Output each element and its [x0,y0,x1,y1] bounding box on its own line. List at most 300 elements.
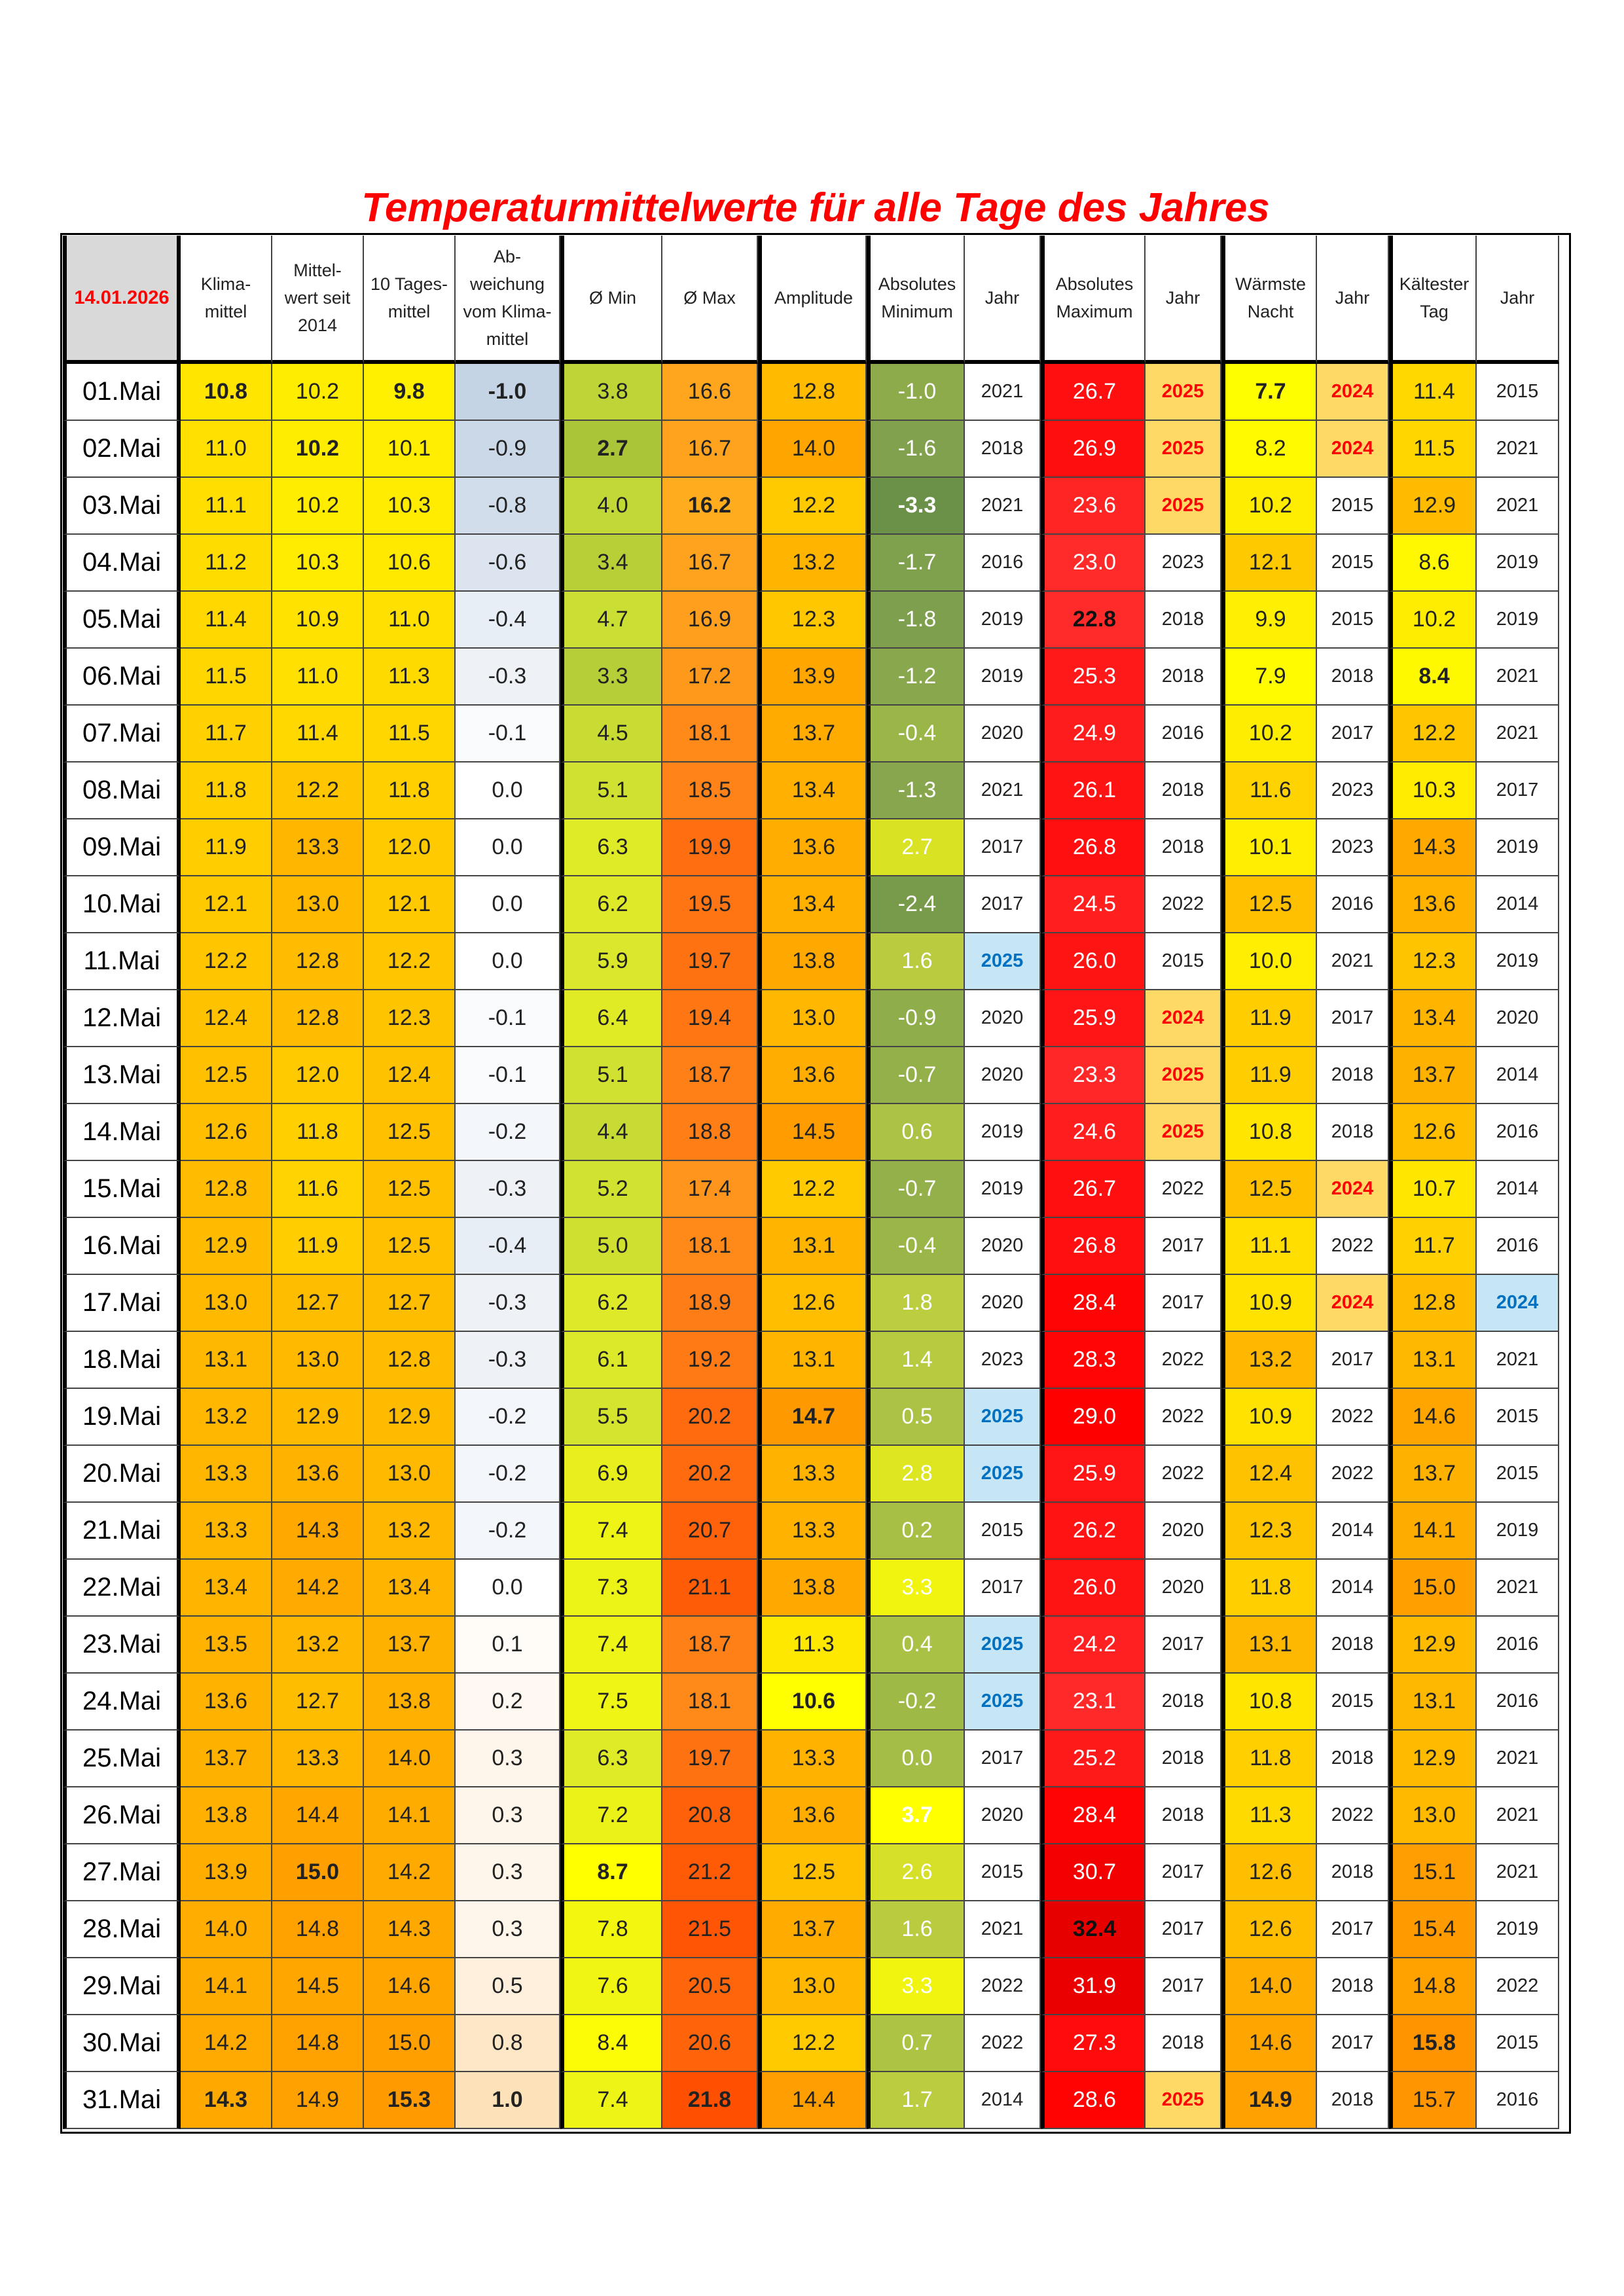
cell-absmax: 26.7 [1041,364,1146,421]
header-col-5: Ø Min [560,236,662,364]
cell-nacht-year: 2017 [1317,2015,1389,2072]
cell-absmin: 1.8 [867,1275,965,1332]
cell-absmin: -0.2 [867,1674,965,1731]
cell-mittel: 14.9 [272,2072,364,2129]
cell-mittel: 12.8 [272,990,364,1047]
cell-absmax: 23.1 [1041,1674,1146,1731]
cell-tag: 15.8 [1389,2015,1477,2072]
row-date: 01.Mai [63,364,181,421]
cell-tag-year: 2021 [1477,421,1559,478]
cell-amp: 12.2 [758,2015,867,2072]
cell-max: 18.1 [662,706,758,762]
row-date: 31.Mai [63,2072,181,2129]
cell-absmin: 3.3 [867,1958,965,2015]
cell-nacht-year: 2016 [1317,876,1389,933]
cell-nacht-year: 2018 [1317,1844,1389,1901]
cell-absmin-year: 2019 [965,649,1041,706]
cell-absmax-year: 2017 [1146,1218,1221,1275]
cell-absmax: 27.3 [1041,2015,1146,2072]
cell-tag: 10.7 [1389,1161,1477,1218]
cell-abw: -0.4 [456,1218,560,1275]
cell-absmin: 0.7 [867,2015,965,2072]
cell-nacht: 10.2 [1221,478,1317,535]
cell-klima: 11.8 [181,762,272,819]
cell-mittel: 14.4 [272,1787,364,1844]
cell-max: 18.5 [662,762,758,819]
row-date: 12.Mai [63,990,181,1047]
cell-absmax-year: 2017 [1146,1958,1221,2015]
table-row [63,990,1559,1047]
cell-mittel: 13.0 [272,876,364,933]
page-title: Temperaturmittelwerte für alle Tage des Jahres [361,185,1270,230]
cell-nacht: 11.1 [1221,1218,1317,1275]
cell-abw: -0.1 [456,706,560,762]
cell-nacht: 11.8 [1221,1731,1317,1787]
row-date: 17.Mai [63,1275,181,1332]
cell-absmax: 28.4 [1041,1275,1146,1332]
cell-nacht-year: 2024 [1317,421,1389,478]
row-date: 02.Mai [63,421,181,478]
table-row [63,1844,1559,1901]
row-date: 21.Mai [63,1503,181,1560]
cell-tag-year: 2022 [1477,1958,1559,2015]
cell-nacht: 13.1 [1221,1617,1317,1674]
cell-tag: 13.4 [1389,990,1477,1047]
table-row [63,1503,1559,1560]
cell-min: 6.2 [560,1275,662,1332]
cell-nacht: 10.9 [1221,1389,1317,1446]
cell-abw: 0.3 [456,1731,560,1787]
cell-min: 5.5 [560,1389,662,1446]
cell-absmax: 23.3 [1041,1047,1146,1104]
cell-abw: -0.1 [456,1047,560,1104]
row-date: 15.Mai [63,1161,181,1218]
cell-klima: 11.2 [181,535,272,592]
cell-abw: -0.4 [456,592,560,649]
cell-tages: 13.4 [364,1560,456,1617]
cell-absmin-year: 2015 [965,1844,1041,1901]
table-row [63,535,1559,592]
cell-klima: 13.3 [181,1446,272,1503]
cell-abw: -0.2 [456,1503,560,1560]
cell-abw: 0.8 [456,2015,560,2072]
cell-tag: 13.6 [1389,876,1477,933]
cell-absmax: 23.0 [1041,535,1146,592]
cell-tag-year: 2021 [1477,1560,1559,1617]
cell-nacht: 10.1 [1221,819,1317,876]
cell-amp: 13.1 [758,1218,867,1275]
cell-absmax-year: 2018 [1146,592,1221,649]
temperature-table [63,236,1559,2129]
cell-absmax-year: 2020 [1146,1560,1221,1617]
cell-amp: 13.3 [758,1731,867,1787]
cell-tag-year: 2019 [1477,592,1559,649]
cell-amp: 13.0 [758,990,867,1047]
cell-amp: 13.0 [758,1958,867,2015]
cell-absmin-year: 2015 [965,1503,1041,1560]
cell-abw: 0.2 [456,1674,560,1731]
cell-abw: -0.2 [456,1446,560,1503]
cell-absmax-year: 2017 [1146,1617,1221,1674]
cell-amp: 13.6 [758,1787,867,1844]
row-date: 10.Mai [63,876,181,933]
cell-absmin: -1.7 [867,535,965,592]
cell-absmin: -0.7 [867,1047,965,1104]
cell-tag: 15.4 [1389,1901,1477,1958]
cell-max: 20.2 [662,1389,758,1446]
row-date: 14.Mai [63,1104,181,1161]
cell-nacht-year: 2015 [1317,1674,1389,1731]
cell-tages: 14.1 [364,1787,456,1844]
cell-tag-year: 2021 [1477,706,1559,762]
cell-max: 20.7 [662,1503,758,1560]
table-row [63,1560,1559,1617]
cell-min: 3.4 [560,535,662,592]
cell-amp: 14.7 [758,1389,867,1446]
cell-absmax: 32.4 [1041,1901,1146,1958]
cell-max: 19.4 [662,990,758,1047]
table-row [63,421,1559,478]
cell-absmax-year: 2022 [1146,1332,1221,1389]
cell-klima: 12.1 [181,876,272,933]
cell-absmin-year: 2025 [965,933,1041,990]
cell-max: 18.7 [662,1047,758,1104]
cell-absmax-year: 2017 [1146,1901,1221,1958]
row-date: 11.Mai [63,933,181,990]
cell-mittel: 12.2 [272,762,364,819]
table-row [63,2072,1559,2129]
cell-absmax-year: 2018 [1146,1731,1221,1787]
cell-absmin-year: 2021 [965,1901,1041,1958]
cell-tages: 9.8 [364,364,456,421]
cell-max: 20.8 [662,1787,758,1844]
cell-abw: -0.6 [456,535,560,592]
cell-nacht: 14.9 [1221,2072,1317,2129]
cell-mittel: 11.9 [272,1218,364,1275]
cell-klima: 12.5 [181,1047,272,1104]
cell-tag-year: 2021 [1477,1844,1559,1901]
cell-tages: 10.3 [364,478,456,535]
cell-amp: 13.6 [758,819,867,876]
cell-tages: 15.3 [364,2072,456,2129]
cell-abw: -0.2 [456,1389,560,1446]
cell-amp: 13.3 [758,1446,867,1503]
cell-max: 16.7 [662,421,758,478]
row-date: 07.Mai [63,706,181,762]
cell-amp: 12.2 [758,478,867,535]
cell-abw: -0.3 [456,649,560,706]
cell-absmin-year: 2025 [965,1674,1041,1731]
cell-abw: 0.0 [456,933,560,990]
table-row [63,2015,1559,2072]
cell-nacht-year: 2015 [1317,478,1389,535]
cell-min: 4.5 [560,706,662,762]
cell-absmax: 24.6 [1041,1104,1146,1161]
cell-absmax-year: 2020 [1146,1503,1221,1560]
cell-absmax: 28.6 [1041,2072,1146,2129]
cell-absmin: -1.8 [867,592,965,649]
cell-nacht: 11.9 [1221,990,1317,1047]
cell-klima: 10.8 [181,364,272,421]
cell-absmin: -0.7 [867,1161,965,1218]
cell-nacht-year: 2017 [1317,1901,1389,1958]
cell-tages: 15.0 [364,2015,456,2072]
cell-mittel: 10.2 [272,364,364,421]
cell-absmax: 24.9 [1041,706,1146,762]
cell-absmax: 28.4 [1041,1787,1146,1844]
cell-absmin-year: 2020 [965,1218,1041,1275]
cell-max: 19.7 [662,933,758,990]
cell-abw: 0.1 [456,1617,560,1674]
header-col-4: Ab- weichung vom Klima- mittel [456,236,560,364]
cell-tag: 13.7 [1389,1446,1477,1503]
cell-amp: 13.3 [758,1503,867,1560]
cell-klima: 11.5 [181,649,272,706]
cell-nacht-year: 2022 [1317,1218,1389,1275]
cell-abw: 0.3 [456,1787,560,1844]
cell-absmin-year: 2025 [965,1446,1041,1503]
cell-min: 4.0 [560,478,662,535]
header-col-15: Jahr [1477,236,1559,364]
cell-abw: 0.0 [456,819,560,876]
cell-tag-year: 2021 [1477,478,1559,535]
cell-min: 6.9 [560,1446,662,1503]
cell-absmax-year: 2022 [1146,876,1221,933]
cell-max: 20.6 [662,2015,758,2072]
table-row [63,478,1559,535]
cell-absmax-year: 2018 [1146,819,1221,876]
cell-mittel: 13.2 [272,1617,364,1674]
cell-absmax: 25.9 [1041,990,1146,1047]
cell-tag-year: 2015 [1477,2015,1559,2072]
cell-amp: 12.5 [758,1844,867,1901]
cell-nacht-year: 2017 [1317,706,1389,762]
cell-absmax: 26.7 [1041,1161,1146,1218]
cell-absmax-year: 2025 [1146,364,1221,421]
cell-amp: 13.8 [758,933,867,990]
header-col-12: Wärmste Nacht [1221,236,1317,364]
cell-max: 18.9 [662,1275,758,1332]
cell-max: 16.7 [662,535,758,592]
row-date: 20.Mai [63,1446,181,1503]
header-date: 14.01.2026 [63,236,181,364]
cell-amp: 13.1 [758,1332,867,1389]
cell-tages: 12.5 [364,1218,456,1275]
cell-absmax-year: 2025 [1146,1047,1221,1104]
cell-nacht: 14.0 [1221,1958,1317,2015]
cell-absmax: 26.8 [1041,1218,1146,1275]
cell-absmin: 0.4 [867,1617,965,1674]
cell-absmax: 25.3 [1041,649,1146,706]
cell-nacht-year: 2017 [1317,990,1389,1047]
cell-max: 16.2 [662,478,758,535]
cell-min: 7.4 [560,2072,662,2129]
cell-nacht: 12.1 [1221,535,1317,592]
cell-max: 20.5 [662,1958,758,2015]
cell-abw: 0.0 [456,1560,560,1617]
cell-tages: 10.1 [364,421,456,478]
cell-mittel: 11.6 [272,1161,364,1218]
cell-nacht-year: 2014 [1317,1503,1389,1560]
cell-max: 21.5 [662,1901,758,1958]
cell-min: 5.2 [560,1161,662,1218]
cell-tages: 14.6 [364,1958,456,2015]
cell-nacht-year: 2015 [1317,535,1389,592]
cell-absmin-year: 2017 [965,876,1041,933]
cell-nacht: 7.7 [1221,364,1317,421]
cell-nacht-year: 2021 [1317,933,1389,990]
cell-tag-year: 2014 [1477,1161,1559,1218]
cell-absmax-year: 2015 [1146,933,1221,990]
cell-max: 18.8 [662,1104,758,1161]
cell-tag-year: 2019 [1477,535,1559,592]
cell-min: 7.3 [560,1560,662,1617]
cell-nacht: 13.2 [1221,1332,1317,1389]
cell-abw: 0.5 [456,1958,560,2015]
cell-absmax: 26.1 [1041,762,1146,819]
table-row [63,1674,1559,1731]
row-date: 30.Mai [63,2015,181,2072]
cell-absmin: -0.9 [867,990,965,1047]
cell-absmin-year: 2017 [965,1560,1041,1617]
cell-absmax: 30.7 [1041,1844,1146,1901]
cell-nacht-year: 2015 [1317,592,1389,649]
cell-tages: 12.7 [364,1275,456,1332]
cell-absmax: 28.3 [1041,1332,1146,1389]
cell-absmax: 24.2 [1041,1617,1146,1674]
cell-abw: -0.3 [456,1161,560,1218]
cell-nacht: 11.9 [1221,1047,1317,1104]
cell-absmin-year: 2022 [965,2015,1041,2072]
cell-nacht: 12.5 [1221,876,1317,933]
cell-klima: 11.4 [181,592,272,649]
cell-nacht: 12.4 [1221,1446,1317,1503]
cell-nacht: 11.3 [1221,1787,1317,1844]
cell-absmax-year: 2025 [1146,2072,1221,2129]
cell-abw: 0.0 [456,762,560,819]
cell-nacht: 7.9 [1221,649,1317,706]
cell-absmin: 0.6 [867,1104,965,1161]
table-row [63,933,1559,990]
cell-nacht: 12.6 [1221,1844,1317,1901]
table-row [63,1389,1559,1446]
cell-absmax-year: 2016 [1146,706,1221,762]
cell-absmin: -3.3 [867,478,965,535]
cell-nacht: 10.8 [1221,1104,1317,1161]
cell-absmax-year: 2018 [1146,762,1221,819]
cell-absmax-year: 2018 [1146,1674,1221,1731]
cell-nacht-year: 2017 [1317,1332,1389,1389]
cell-absmax: 25.2 [1041,1731,1146,1787]
table-row [63,592,1559,649]
cell-absmax-year: 2018 [1146,1787,1221,1844]
cell-absmax-year: 2017 [1146,1844,1221,1901]
cell-min: 6.1 [560,1332,662,1389]
cell-nacht-year: 2022 [1317,1787,1389,1844]
header-col-6: Ø Max [662,236,758,364]
cell-absmin-year: 2017 [965,819,1041,876]
cell-absmax-year: 2017 [1146,1275,1221,1332]
cell-absmax: 31.9 [1041,1958,1146,2015]
cell-absmin-year: 2022 [965,1958,1041,2015]
table-row [63,1617,1559,1674]
cell-tag: 14.3 [1389,819,1477,876]
cell-absmax-year: 2023 [1146,535,1221,592]
cell-absmax: 26.0 [1041,1560,1146,1617]
table-row [63,364,1559,421]
cell-tag: 11.7 [1389,1218,1477,1275]
cell-max: 21.8 [662,2072,758,2129]
cell-nacht: 10.0 [1221,933,1317,990]
cell-nacht-year: 2023 [1317,819,1389,876]
cell-absmin-year: 2020 [965,990,1041,1047]
cell-tages: 12.8 [364,1332,456,1389]
cell-nacht: 10.8 [1221,1674,1317,1731]
cell-nacht-year: 2018 [1317,1958,1389,2015]
row-date: 16.Mai [63,1218,181,1275]
row-date: 18.Mai [63,1332,181,1389]
cell-tag-year: 2014 [1477,876,1559,933]
cell-mittel: 11.4 [272,706,364,762]
cell-tag-year: 2016 [1477,1218,1559,1275]
cell-mittel: 13.0 [272,1332,364,1389]
table-row [63,1218,1559,1275]
cell-tages: 14.2 [364,1844,456,1901]
cell-tag: 11.5 [1389,421,1477,478]
cell-klima: 11.1 [181,478,272,535]
cell-max: 21.2 [662,1844,758,1901]
cell-klima: 13.2 [181,1389,272,1446]
cell-absmax-year: 2018 [1146,2015,1221,2072]
cell-tag: 13.1 [1389,1674,1477,1731]
cell-tag: 14.6 [1389,1389,1477,1446]
cell-tages: 11.0 [364,592,456,649]
cell-mittel: 10.3 [272,535,364,592]
cell-tages: 11.5 [364,706,456,762]
cell-tag: 8.4 [1389,649,1477,706]
cell-absmin-year: 2020 [965,1787,1041,1844]
cell-tag: 12.8 [1389,1275,1477,1332]
table-row [63,1047,1559,1104]
cell-absmin: 0.2 [867,1503,965,1560]
cell-klima: 13.6 [181,1674,272,1731]
cell-absmin: 1.6 [867,933,965,990]
cell-min: 2.7 [560,421,662,478]
cell-tag: 11.4 [1389,364,1477,421]
cell-nacht: 12.5 [1221,1161,1317,1218]
cell-absmax: 22.8 [1041,592,1146,649]
cell-absmin: -1.6 [867,421,965,478]
cell-tages: 12.4 [364,1047,456,1104]
cell-tages: 12.3 [364,990,456,1047]
cell-nacht-year: 2024 [1317,1275,1389,1332]
cell-mittel: 10.9 [272,592,364,649]
cell-min: 8.4 [560,2015,662,2072]
cell-tag: 10.3 [1389,762,1477,819]
cell-nacht-year: 2018 [1317,649,1389,706]
cell-absmin: -0.4 [867,1218,965,1275]
cell-tag: 12.2 [1389,706,1477,762]
header-col-14: Kältester Tag [1389,236,1477,364]
cell-klima: 11.7 [181,706,272,762]
cell-absmin-year: 2023 [965,1332,1041,1389]
cell-max: 21.1 [662,1560,758,1617]
cell-absmax: 24.5 [1041,876,1146,933]
cell-amp: 10.6 [758,1674,867,1731]
cell-max: 16.6 [662,364,758,421]
cell-absmax: 26.0 [1041,933,1146,990]
cell-absmin-year: 2020 [965,1047,1041,1104]
